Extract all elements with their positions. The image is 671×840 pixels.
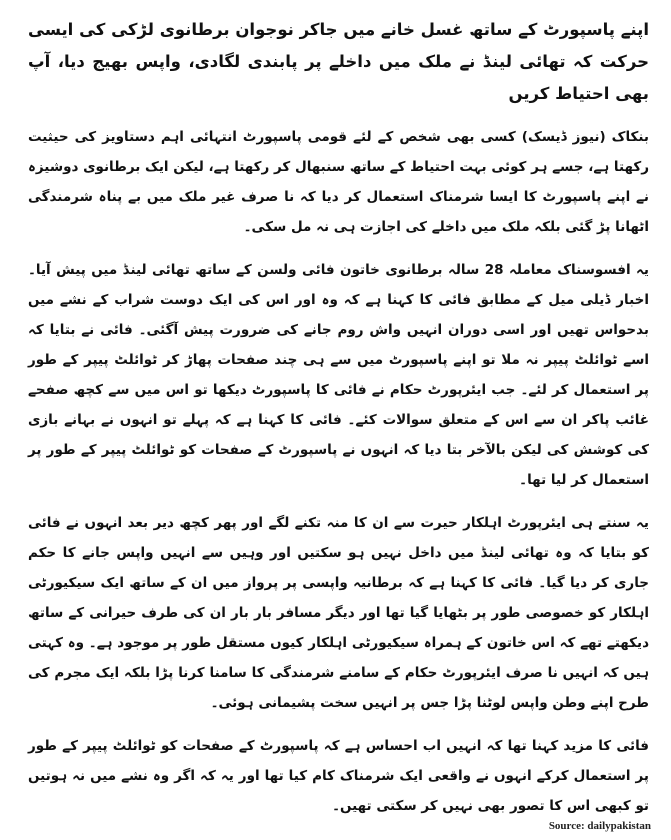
article-paragraph: بنکاک (نیوز ڈیسک) کسی بھی شخص کے لئے قومی پاسپورٹ انتہائی اہم دستاویز کی حیثیت رکھتا ہے، جسے ہر کوئی بہت احتیاط کے ساتھ سنبھال کر رکھتا ہے، لیکن ایک برطانوی دوشیزہ نے اپنے پاسپورٹ کا ایسا شرمناک استعمال کر دیا کہ نا صرف غیر ملک میں بے پناہ شرمندگی اٹھانا پڑ گئی بلکہ ملک میں داخلے کی اجازت ہی نہ مل سکی۔ [28, 129, 649, 235]
article-paragraph: یہ سنتے ہی ایئرپورٹ اہلکار حیرت سے ان کا منہ تکنے لگے اور پھر کچھ دیر بعد انہوں نے فائی کو بتایا کہ وہ تھائی لینڈ میں داخل نہیں ہو سکتیں اور وہیں سے انہیں واپس جانے کا حکم جاری کر دیا گیا۔ فائی کا کہنا ہے کہ برطانیہ واپسی پر پرواز میں ان کے ساتھ ایک سیکیورٹی اہلکار کو خصوصی طور پر بٹھایا گیا تھا اور دیگر مسافر بار بار ان کی طرف حیرانی کے ساتھ دیکھتے تھے کہ اس خاتون کے ہمراہ سیکیورٹی اہلکار کیوں مستقل طور پر موجود ہے۔ وہ کہتی ہیں کہ انہیں نا صرف ایئرپورٹ حکام کے سامنے شرمندگی کا سامنا کرنا پڑا بلکہ ایک مجرم کی طرح اپنے وطن واپس لوٹنا پڑا جس پر انہیں سخت پشیمانی ہوئی۔ [28, 515, 649, 711]
article [28, 14, 649, 834]
source-credit: Source: dailypakistan [548, 820, 651, 832]
article-paragraph: فائی کا مزید کہنا تھا کہ انہیں اب احساس ہے کہ پاسپورٹ کے صفحات کو ٹوائلٹ پیپر کے طور پر استعمال کرکے انہوں نے واقعی ایک شرمناک کام کیا تھا اور یہ کہ اگر وہ نشے میں نہ ہوتیں تو کبھی اس کا تصور بھی نہیں کر سکتی تھیں۔ [28, 738, 649, 814]
article-headline: اپنے پاسپورٹ کے ساتھ غسل خانے میں جاکر نوجوان برطانوی لڑکی کی ایسی حرکت کہ تھائی لینڈ نے ملک میں داخلے پر پابندی لگادی، واپس بھیج دیا، آپ بھی احتیاط کریں [28, 20, 649, 103]
article-paragraph: یہ افسوسناک معاملہ 28 سالہ برطانوی خاتون فائی ولسن کے ساتھ تھائی لینڈ میں پیش آیا۔ اخبار ڈیلی میل کے مطابق فائی کا کہنا ہے کہ وہ اور اس کی ایک دوست شراب کے نشے میں بدحواس تھیں اور اسی دوران انہیں واش روم جانے کی ضرورت پیش آگئی۔ فائی نے بتایا کہ اسے ٹوائلٹ پیپر نہ ملا تو اپنے پاسپورٹ میں سے ہی چند صفحات پھاڑ کر ٹوائلٹ پیپر کے طور پر استعمال کر لئے۔ جب ایئرپورٹ حکام نے فائی کا پاسپورٹ دیکھا تو اس میں سے کچھ صفحے غائب پاکر ان سے اس کے متعلق سوالات کئے۔ فائی کا کہنا ہے کہ پہلے تو انہوں نے بہانے بازی کی کوشش کی لیکن بالآخر بتا دیا کہ انہوں نے پاسپورٹ کے صفحات کو ٹوائلٹ پیپر کے طور پر استعمال کر لیا تھا۔ [28, 262, 649, 488]
